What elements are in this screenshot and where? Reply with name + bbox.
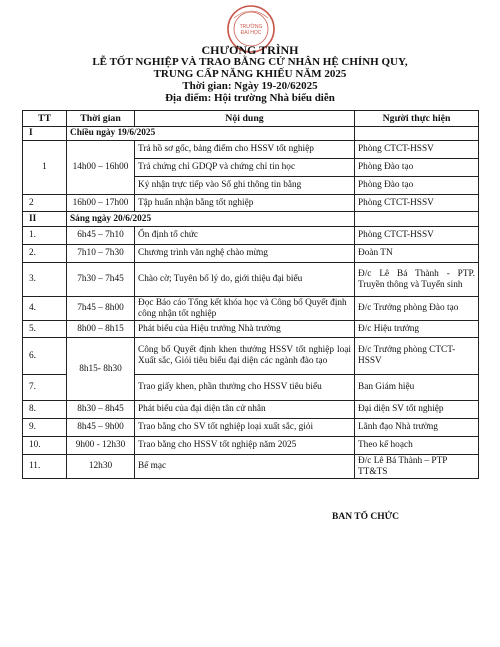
row-content: Trả chứng chỉ GDQP và chứng chỉ tin học	[135, 159, 355, 177]
row-who: Đ/c Lê Bá Thành – PTP TT&TS	[355, 455, 479, 479]
section-title: Chiều ngày 19/6/2025	[67, 127, 355, 141]
row-tt: 2.	[23, 245, 67, 263]
row-who: Phòng CTCT-HSSV	[355, 141, 479, 159]
row-content: Phát biểu của đại diện tân cử nhân	[135, 401, 355, 419]
row-who: Ban Giám hiệu	[355, 375, 479, 401]
col-header-time: Thời gian	[67, 111, 135, 127]
row-time: 12h30	[67, 455, 135, 479]
row-tt: 2	[23, 195, 67, 212]
section-row	[23, 127, 479, 141]
row-who: Đ/c Trưởng phòng Đào tạo	[355, 297, 479, 321]
doc-subtitle-line1: LỄ TỐT NGHIỆP VÀ TRAO BẰNG CỬ NHÂN HỆ CHÍNH QUY,	[92, 56, 408, 68]
row-who: Lãnh đạo Nhà trường	[355, 419, 479, 437]
col-header-content: Nội dung	[135, 111, 355, 127]
row-time: 8h00 – 8h15	[67, 321, 135, 338]
row-who: Đ/c Hiệu trưởng	[355, 321, 479, 338]
doc-time: Thời gian: Ngày 19-20/62025	[182, 80, 318, 92]
row-content: Chào cờ; Tuyên bố lý do, giới thiệu đại biểu	[135, 263, 355, 297]
section-row	[23, 212, 479, 227]
row-who: Phòng Đào tạo	[355, 159, 479, 177]
row-time: 8h45 – 9h00	[67, 419, 135, 437]
row-content: Ổn định tổ chức	[135, 227, 355, 245]
col-header-who: Người thực hiện	[355, 111, 479, 127]
doc-subtitle-line2: TRUNG CẤP NĂNG KHIẾU NĂM 2025	[153, 68, 347, 80]
row-tt: 10.	[23, 437, 67, 455]
table-row	[23, 437, 479, 455]
row-who: Theo kế hoạch	[355, 437, 479, 455]
row-tt: 1.	[23, 227, 67, 245]
row-content: Công bố Quyết định khen thưởng HSSV tốt nghiệp loại Xuất sắc, Giỏi tiêu biểu đại diện các ngành đào tạo	[135, 338, 355, 375]
table-row	[23, 195, 479, 212]
table-row	[23, 297, 479, 321]
doc-location: Địa điểm: Hội trường Nhà biểu diễn	[165, 92, 335, 104]
row-tt: 9.	[23, 419, 67, 437]
row-who: Phòng CTCT-HSSV	[355, 195, 479, 212]
row-who: Đ/c Trưởng phòng CTCT-HSSV	[355, 338, 479, 375]
row-content: Trả hồ sơ gốc, bảng điểm cho HSSV tốt nghiệp	[135, 141, 355, 159]
row-time: 14h00 – 16h00	[67, 141, 135, 195]
row-time: 7h45 – 8h00	[67, 297, 135, 321]
table-header-row	[23, 111, 479, 127]
row-time: 16h00 – 17h00	[67, 195, 135, 212]
section-title: Sáng ngày 20/6/2025	[67, 212, 355, 227]
row-content: Phát biểu của Hiệu trưởng Nhà trường	[135, 321, 355, 338]
row-tt: 4.	[23, 297, 67, 321]
section-number: I	[23, 127, 67, 141]
row-time: 8h30 – 8h45	[67, 401, 135, 419]
row-content: Ký nhận trực tiếp vào Sổ ghi thông tin bằng	[135, 177, 355, 195]
row-time: 8h15- 8h30	[67, 338, 135, 401]
row-tt: 8.	[23, 401, 67, 419]
row-content: Bế mạc	[135, 455, 355, 479]
row-content: Chương trình văn nghệ chào mừng	[135, 245, 355, 263]
row-time: 9h00 - 12h30	[67, 437, 135, 455]
row-time: 7h10 – 7h30	[67, 245, 135, 263]
table-row	[23, 227, 479, 245]
row-content: Tập huấn nhận bằng tốt nghiệp	[135, 195, 355, 212]
table-row	[23, 321, 479, 338]
row-content: Trao giấy khen, phần thưởng cho HSSV tiêu biểu	[135, 375, 355, 401]
row-tt: 6.	[23, 338, 67, 375]
table-row	[23, 141, 479, 159]
row-tt: 7.	[23, 375, 67, 401]
row-time: 7h30 – 7h45	[67, 263, 135, 297]
row-content: Trao bằng cho HSSV tốt nghiệp năm 2025	[135, 437, 355, 455]
program-table	[22, 110, 479, 479]
table-row	[23, 338, 479, 375]
row-content: Đọc Báo cáo Tổng kết khóa học và Công bố Quyết định công nhận tốt nghiệp	[135, 297, 355, 321]
table-row	[23, 263, 479, 297]
svg-text:ĐẠI HỌC: ĐẠI HỌC	[240, 30, 262, 36]
row-who: Đ/c Lê Bá Thành - PTP. Truyền thông và Tuyển sinh	[355, 263, 479, 297]
svg-text:TRƯỜNG: TRƯỜNG	[239, 24, 263, 30]
doc-title: CHƯƠNG TRÌNH	[201, 43, 299, 57]
section-number: II	[23, 212, 67, 227]
row-who: Phòng CTCT-HSSV	[355, 227, 479, 245]
row-content: Trao bằng cho SV tốt nghiệp loại xuất sắc, giỏi	[135, 419, 355, 437]
table-row	[23, 455, 479, 479]
row-tt: 1	[23, 141, 67, 195]
table-row	[23, 245, 479, 263]
row-tt: 3.	[23, 263, 67, 297]
col-header-tt: TT	[23, 111, 67, 127]
signature-organizer: BAN TỔ CHỨC	[332, 512, 400, 522]
row-tt: 5.	[23, 321, 67, 338]
row-who: Phòng Đào tạo	[355, 177, 479, 195]
row-tt: 11.	[23, 455, 67, 479]
table-row	[23, 419, 479, 437]
row-time: 6h45 – 7h10	[67, 227, 135, 245]
row-who: Đại diện SV tốt nghiệp	[355, 401, 479, 419]
table-row	[23, 401, 479, 419]
row-who: Đoàn TN	[355, 245, 479, 263]
